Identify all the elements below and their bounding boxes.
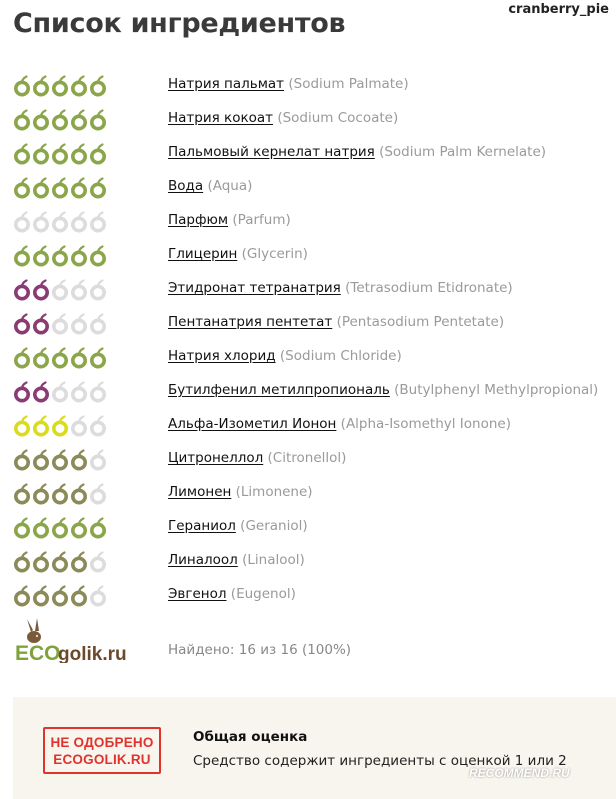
ingredient-name	[168, 280, 513, 296]
safety-rating	[13, 211, 107, 233]
rating-drop-icon	[70, 211, 88, 233]
ingredient-name	[168, 552, 305, 568]
ingredient-latin-name: (Butylphenyl Methylpropional)	[394, 382, 599, 398]
rating-drop-icon	[89, 483, 107, 505]
rating-drop-icon	[32, 483, 50, 505]
rating-drop-icon	[13, 75, 31, 97]
rating-drop-icon	[89, 551, 107, 573]
rating-drop-icon	[32, 551, 50, 573]
ingredient-list	[0, 68, 616, 612]
stamp-line-1: НЕ ОДОБРЕНО	[50, 735, 154, 750]
rating-drop-icon	[32, 177, 50, 199]
rating-drop-icon	[13, 551, 31, 573]
rating-drop-icon	[70, 551, 88, 573]
ingredient-latin-name: (Aqua)	[207, 178, 253, 194]
ingredient-name	[168, 212, 291, 228]
ingredient-latin-name: (Sodium Cocoate)	[277, 110, 399, 126]
ingredient-row	[0, 374, 616, 408]
rating-drop-icon	[13, 449, 31, 471]
rating-drop-icon	[32, 517, 50, 539]
rating-drop-icon	[51, 483, 69, 505]
ingredient-row	[0, 306, 616, 340]
rating-drop-icon	[51, 381, 69, 403]
found-count: Найдено: 16 из 16 (100%)	[168, 642, 352, 658]
safety-rating	[13, 517, 107, 539]
ingredient-row	[0, 442, 616, 476]
rating-drop-icon	[13, 177, 31, 199]
stamp-line-2: ECOGOLIK.RU	[53, 752, 151, 767]
ingredient-row	[0, 510, 616, 544]
ingredient-link[interactable]: Глицерин	[168, 246, 238, 262]
safety-rating	[13, 109, 107, 131]
ingredient-name	[168, 518, 308, 534]
rating-drop-icon	[89, 313, 107, 335]
ingredient-name	[168, 314, 504, 330]
ingredient-name	[168, 382, 598, 398]
ingredient-latin-name: (Citronellol)	[267, 450, 347, 466]
ingredient-row	[0, 68, 616, 102]
ingredient-link[interactable]: Натрия пальмат	[168, 76, 285, 92]
ingredient-latin-name: (Sodium Chloride)	[279, 348, 402, 364]
rating-drop-icon	[51, 517, 69, 539]
rating-drop-icon	[70, 245, 88, 267]
ingredient-row	[0, 170, 616, 204]
ingredient-name	[168, 246, 308, 262]
rating-drop-icon	[13, 347, 31, 369]
rating-drop-icon	[51, 177, 69, 199]
ingredient-link[interactable]: Парфюм	[168, 212, 229, 228]
rating-drop-icon	[32, 245, 50, 267]
ingredient-link[interactable]: Бутилфенил метилпропиональ	[168, 382, 390, 398]
ingredient-name	[168, 586, 296, 602]
safety-rating	[13, 75, 107, 97]
overall-rating-title: Общая оценка	[193, 729, 308, 745]
ingredient-name	[168, 76, 409, 92]
rating-drop-icon	[51, 551, 69, 573]
ingredient-name	[168, 416, 511, 432]
ingredient-link[interactable]: Гераниол	[168, 518, 236, 534]
rating-drop-icon	[70, 585, 88, 607]
ingredient-row	[0, 340, 616, 374]
rating-drop-icon	[89, 585, 107, 607]
ingredient-link[interactable]: Вода	[168, 178, 204, 194]
rating-drop-icon	[32, 415, 50, 437]
rating-drop-icon	[51, 211, 69, 233]
rating-drop-icon	[32, 211, 50, 233]
ingredient-latin-name: (Sodium Palmate)	[288, 76, 409, 92]
rating-drop-icon	[89, 211, 107, 233]
rating-drop-icon	[13, 483, 31, 505]
rating-drop-icon	[32, 143, 50, 165]
rating-drop-icon	[70, 449, 88, 471]
safety-rating	[13, 245, 107, 267]
rating-drop-icon	[13, 109, 31, 131]
ingredient-row	[0, 238, 616, 272]
ingredient-row	[0, 136, 616, 170]
ingredient-latin-name: (Limonene)	[235, 484, 313, 500]
rating-drop-icon	[51, 313, 69, 335]
rating-drop-icon	[89, 177, 107, 199]
rating-drop-icon	[89, 449, 107, 471]
ingredient-link[interactable]: Этидронат тетранатрия	[168, 280, 341, 296]
rating-drop-icon	[13, 143, 31, 165]
rating-drop-icon	[70, 109, 88, 131]
ingredient-link[interactable]: Цитронеллол	[168, 450, 264, 466]
rating-drop-icon	[51, 279, 69, 301]
rating-drop-icon	[89, 245, 107, 267]
ingredient-latin-name: (Tetrasodium Etidronate)	[345, 280, 513, 296]
ingredient-row	[0, 204, 616, 238]
rating-drop-icon	[89, 75, 107, 97]
recommend-watermark: RECOMMEND.RU	[469, 766, 570, 780]
logo-domain-text: golik.ru	[58, 644, 127, 663]
rating-drop-icon	[70, 313, 88, 335]
page-title: Список ингредиентов	[13, 8, 346, 39]
ingredient-row	[0, 272, 616, 306]
safety-rating	[13, 381, 107, 403]
ingredient-latin-name: (Glycerin)	[241, 246, 308, 262]
ingredient-link[interactable]: Альфа-Изометил Ионон	[168, 416, 337, 432]
rating-drop-icon	[32, 279, 50, 301]
rating-drop-icon	[89, 347, 107, 369]
ingredient-link[interactable]: Эвгенол	[168, 586, 227, 602]
overall-rating-text: Средство содержит ингредиенты с оценкой 1 или 2	[193, 753, 567, 769]
not-approved-stamp	[43, 727, 161, 774]
rating-drop-icon	[13, 381, 31, 403]
rating-drop-icon	[13, 279, 31, 301]
ingredient-name	[168, 348, 402, 364]
ingredient-name	[168, 178, 252, 194]
rating-drop-icon	[89, 517, 107, 539]
rating-drop-icon	[89, 279, 107, 301]
rating-drop-icon	[51, 415, 69, 437]
ingredient-latin-name: (Geraniol)	[240, 518, 308, 534]
rating-drop-icon	[70, 177, 88, 199]
rating-drop-icon	[70, 415, 88, 437]
rating-drop-icon	[70, 381, 88, 403]
ingredient-name	[168, 144, 546, 160]
safety-rating	[13, 313, 107, 335]
ingredient-link[interactable]: Пентанатрия пентетат	[168, 314, 333, 330]
rating-drop-icon	[70, 279, 88, 301]
rating-drop-icon	[32, 109, 50, 131]
ingredient-latin-name: (Sodium Palm Kernelate)	[379, 144, 547, 160]
ingredient-name	[168, 484, 313, 500]
safety-rating	[13, 483, 107, 505]
ingredient-link[interactable]: Лимонен	[168, 484, 232, 500]
ingredient-latin-name: (Linalool)	[242, 552, 305, 568]
rating-drop-icon	[13, 211, 31, 233]
rating-drop-icon	[32, 75, 50, 97]
safety-rating	[13, 415, 107, 437]
rating-drop-icon	[32, 585, 50, 607]
rating-drop-icon	[89, 381, 107, 403]
ingredient-latin-name: (Eugenol)	[230, 586, 296, 602]
ingredient-link[interactable]: Натрия кокоат	[168, 110, 274, 126]
ingredient-link[interactable]: Линалоол	[168, 552, 238, 568]
rating-drop-icon	[51, 109, 69, 131]
safety-rating	[13, 143, 107, 165]
ingredient-row	[0, 544, 616, 578]
logo-eco-text: ECO	[15, 642, 61, 663]
rating-drop-icon	[51, 449, 69, 471]
ingredient-latin-name: (Alpha-Isomethyl Ionone)	[340, 416, 511, 432]
ingredient-latin-name: (Pentasodium Pentetate)	[336, 314, 505, 330]
rating-drop-icon	[51, 75, 69, 97]
rating-drop-icon	[89, 415, 107, 437]
ingredient-row	[0, 476, 616, 510]
rating-drop-icon	[51, 347, 69, 369]
rating-drop-icon	[51, 143, 69, 165]
rabbit-icon	[27, 618, 41, 643]
safety-rating	[13, 347, 107, 369]
rating-drop-icon	[32, 347, 50, 369]
rating-drop-icon	[70, 75, 88, 97]
rating-drop-icon	[89, 109, 107, 131]
safety-rating	[13, 279, 107, 301]
rating-drop-icon	[70, 143, 88, 165]
rating-drop-icon	[13, 245, 31, 267]
safety-rating	[13, 585, 107, 607]
ingredient-row	[0, 408, 616, 442]
rating-drop-icon	[89, 143, 107, 165]
ingredient-name	[168, 110, 398, 126]
ingredient-link[interactable]: Пальмовый кернелат натрия	[168, 144, 375, 160]
rating-drop-icon	[32, 449, 50, 471]
rating-drop-icon	[13, 517, 31, 539]
rating-drop-icon	[32, 313, 50, 335]
safety-rating	[13, 449, 107, 471]
ingredient-link[interactable]: Натрия хлорид	[168, 348, 276, 364]
ecogolik-logo[interactable]	[13, 617, 143, 663]
rating-drop-icon	[51, 585, 69, 607]
rating-drop-icon	[13, 415, 31, 437]
author-username: cranberry_pie	[508, 2, 609, 17]
rating-drop-icon	[13, 585, 31, 607]
safety-rating	[13, 551, 107, 573]
ingredient-row	[0, 578, 616, 612]
ingredient-latin-name: (Parfum)	[232, 212, 291, 228]
ingredient-name	[168, 450, 346, 466]
rating-drop-icon	[32, 381, 50, 403]
rating-drop-icon	[70, 517, 88, 539]
rating-drop-icon	[70, 483, 88, 505]
rating-drop-icon	[70, 347, 88, 369]
rating-drop-icon	[51, 245, 69, 267]
rating-drop-icon	[13, 313, 31, 335]
safety-rating	[13, 177, 107, 199]
ingredient-row	[0, 102, 616, 136]
overall-rating-panel	[13, 697, 616, 799]
